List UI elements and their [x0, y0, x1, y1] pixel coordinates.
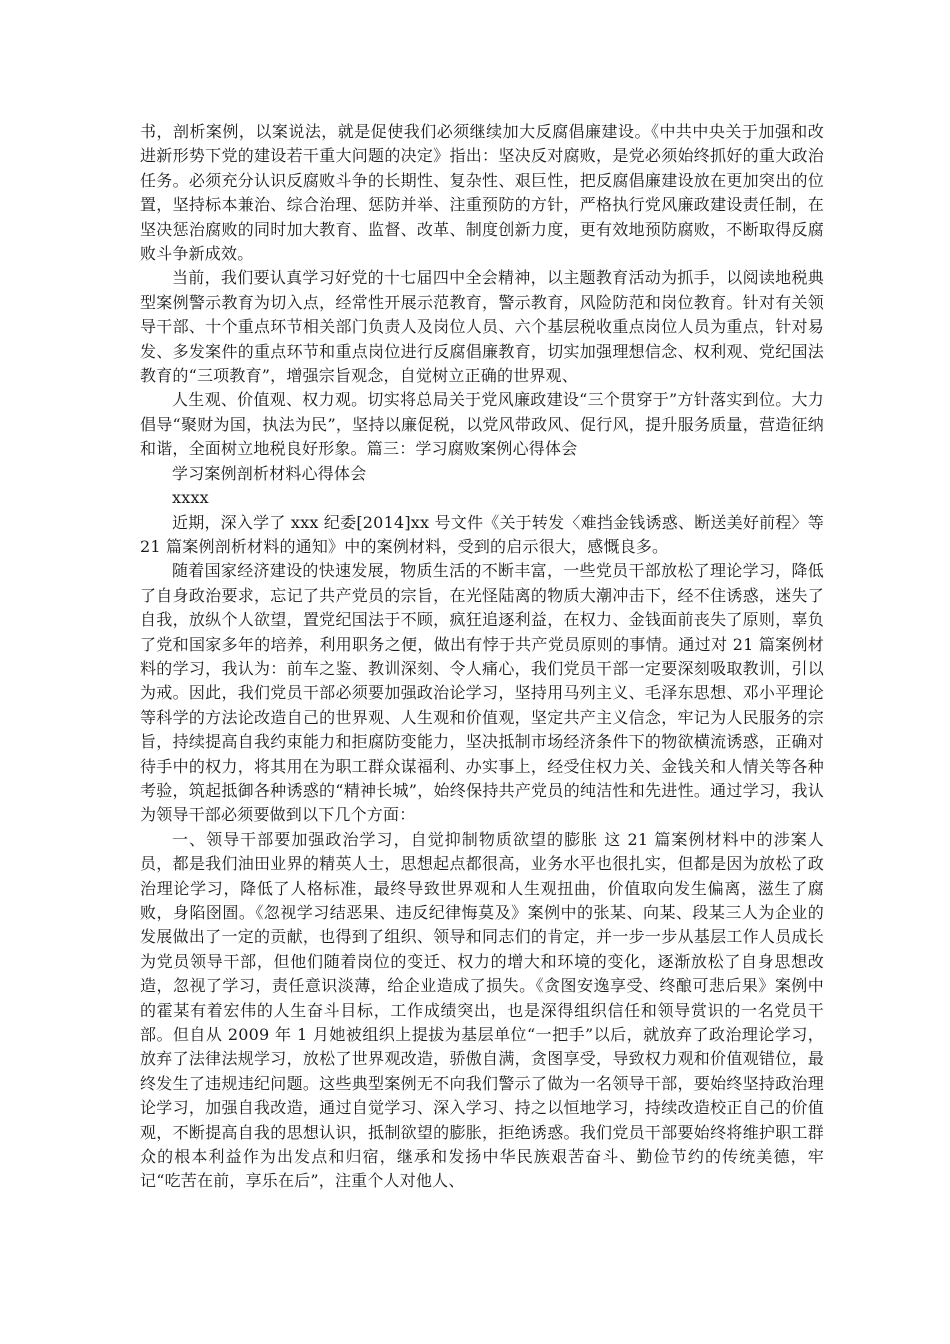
- section-title: 学习案例剖析材料心得体会: [172, 463, 367, 483]
- paragraph-values: 人生观、价值观、权力观。切实将总局关于党风廉政建设“三个贯穿于”方针落实到位。大力倡导“聚财为国，执法为民”，坚持以廉促税，以党风带政风、促行风，提升服务质量，营造征纳和谐，全面树立地税良好形象。篇三：学习腐败案例心得体会: [140, 390, 824, 459]
- paragraph-reflection: 随着国家经济建设的快速发展，物质生活的不断丰富，一些党员干部放松了理论学习，降低了自身政治要求，忘记了共产党员的宗旨，在光怪陆离的物质大潮冲击下，经不住诱惑，迷失了自我，放纵个人欲望，置党纪国法于不顾，疯狂追逐利益，在权力、金钱面前丧失了原则，辜负了党和国家多年的培养，利用职务之便，做出有悖于共产党员原则的事情。通过对 21 篇案例材料的学习，我认为：前车之鉴、教训深刻、令人痛心，我们党员干部一定要深刻吸取教训，引以为戒。因此，我们党员干部必须要加强政治论学习，坚持用马列主义、毛泽东思想、邓小平理论等科学的方法论改造自己的世界观、人生观和价值观，坚定共产主义信念，牢记为人民服务的宗旨，持续提高自我约束能力和拒腐防变能力，坚决抵制市场经济条件下的物欲横流诱惑，正确对待手中的权力，将其用在为职工群众谋福利、办实事上，经受住权力关、金钱关和人情关等各种考验，筑起抵御各种诱惑的“精神长城”，始终保持共产党员的纯洁性和先进性。通过学习，我认为领导干部必须要做到以下几个方面：: [140, 561, 824, 825]
- author-line: xxxx: [172, 488, 209, 508]
- paragraph-intro: 近期，深入学了 xxx 纪委[2014]xx 号文件《关于转发〈难挡金钱诱惑、断送美好前程〉等 21 篇案例剖析材料的通知》中的案例材料，受到的启示很大，感慨良多。: [140, 512, 824, 556]
- paragraph-continuation: 书，剖析案例，以案说法，就是促使我们必须继续加大反腐倡廉建设。《中共中央关于加强和改进新形势下党的建设若干重大问题的决定》指出：坚决反对腐败，是党必须始终抓好的重大政治任务。必须充分认识反腐败斗争的长期性、复杂性、艰巨性，把反腐倡廉建设放在更加突出的位置，坚持标本兼治、综合治理、惩防并举、注重预防的方针，严格执行党风廉政建设责任制，在坚决惩治腐败的同时加大教育、监督、改革、制度创新力度，更有效地预防腐败，不断取得反腐败斗争新成效。: [140, 122, 824, 264]
- document-body: [140, 120, 824, 1194]
- paragraph-current-study: 当前，我们要认真学习好党的十七届四中全会精神，以主题教育活动为抓手，以阅读地税典型案例警示教育为切入点，经常性开展示范教育，警示教育，风险防范和岗位教育。针对有关领导干部、十个重点环节相关部门负责人及岗位人员、六个基层税收重点岗位人员为重点，针对易发、多发案件的重点环节和重点岗位进行反腐倡廉教育，切实加强理想信念、权利观、党纪国法教育的“三项教育”，增强宗旨观念，自觉树立正确的世界观、: [140, 268, 824, 386]
- paragraph-point-one: 一、领导干部要加强政治学习，自觉抑制物质欲望的膨胀 这 21 篇案例材料中的涉案人员，都是我们油田业界的精英人士，思想起点都很高，业务水平也很扎实，但都是因为放松了政治理论学习，降低了人格标准，最终导致世界观和人生观扭曲，价值取向发生偏离，滋生了腐败，身陷囹圄。《忽视学习结恶果、违反纪律悔莫及》案例中的张某、向某、段某三人为企业的发展做出了一定的贡献，也得到了组织、领导和同志们的肯定，并一步一步从基层工作人员成长为党员领导干部，但他们随着岗位的变迁、权力的增大和环境的变化，逐渐放松了自身思想改造，忽视了学习，责任意识淡薄，给企业造成了损失。《贪图安逸享受、终酿可悲后果》案例中的霍某有着宏伟的人生奋斗目标，工作成绩突出，也是深得组织信任和领导赏识的一名党员干部。但自从 2009 年 1 月她被组织上提拔为基层单位“一把手”以后，就放弃了政治理论学习，放弃了法律法规学习，放松了世界观改造，骄傲自满，贪图享受，导致权力观和价值观错位，最终发生了违规违纪问题。这些典型案例无不向我们警示了做为一名领导干部，要始终坚持政治理论学习，加强自我改造，通过自觉学习、深入学习、持之以恒地学习，持续改造校正自己的价值观，不断提高自我的思想认识，抵制欲望的膨胀，拒绝诱惑。我们党员干部要始终将维护职工群众的根本利益作为出发点和归宿，继承和发扬中华民族艰苦奋斗、勤俭节约的传统美德，牢记“吃苦在前，享乐在后”，注重个人对他人、: [140, 829, 824, 1191]
